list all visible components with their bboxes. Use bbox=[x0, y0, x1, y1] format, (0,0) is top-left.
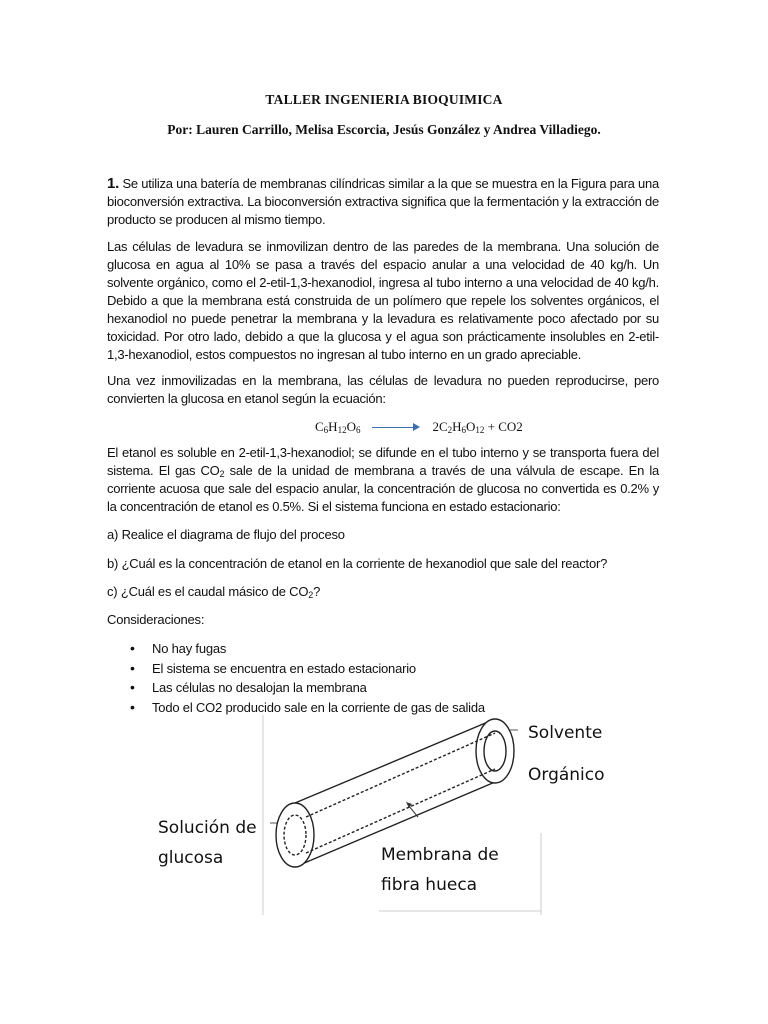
paragraph-1-text: Se utiliza una batería de membranas cilíndricas similar a la que se muestra en la Figura para una bioconversión extractiva. La bioconversión extractiva significa que la fermentación y la extracción de producto se producen al mismo tiempo. bbox=[107, 176, 659, 227]
reaction-equation bbox=[315, 419, 523, 435]
document-title: TALLER INGENIERIA BIOQUIMICA bbox=[265, 92, 503, 107]
label-solucion: Solución de bbox=[158, 818, 257, 838]
document-authors: Por: Lauren Carrillo, Melisa Escorcia, Jesús González y Andrea Villadiego. bbox=[167, 122, 601, 137]
equation-reactant: $C_6H_{12}O_6$ bbox=[315, 419, 361, 435]
label-solvente: Solvente bbox=[528, 723, 603, 743]
considerations-title: Consideraciones: bbox=[107, 612, 205, 627]
list-item: • El sistema se encuentra en estado estacionario bbox=[130, 659, 485, 679]
label-membrana: Membrana de bbox=[381, 845, 499, 865]
label-glucosa: glucosa bbox=[158, 848, 224, 868]
question-a: a) Realice el diagrama de flujo del proceso bbox=[107, 527, 345, 542]
question-b: b) ¿Cuál es la concentración de etanol en la corriente de hexanodiol que sale del reactor? bbox=[107, 556, 608, 571]
hollow-fiber-figure bbox=[150, 715, 650, 915]
paragraph-2: Las células de levadura se inmovilizan dentro de las paredes de la membrana. Una solución de glucosa en agua al 10% se pasa a través del espacio anular a una velocidad de 40 kg/h. Un solvente orgánico, como el 2-etil-1,3-hexanodiol, ingresa al tubo interno a una velocidad de 40 kg/h. Debido a que la membrana está construida de un polímero que repele los solventes orgánicos, el hexanodiol no puede penetrar la membrana y la levadura es relativamente poco afectado por su toxicidad. Por otro lado, debido a que la glucosa y el agua son prácticamente insolubles en 2-etil-1,3-hexanodiol, estos compuestos no ingresan al tubo interno en un grado apreciable. bbox=[107, 239, 659, 362]
paragraph-4: El etanol es soluble en 2-etil-1,3-hexanodiol; se difunde en el tubo interno y se transporta fuera del sistema. El gas $CO_2$ sale de la unidad de membrana a través de una válvula de escape. En la corriente acuosa que sale del espacio anular, la concentración de glucosa no convertida es 0.2% y la concentración de etanol es 0.5%. Si el sistema funciona en estado estacionario: bbox=[107, 445, 659, 514]
reaction-arrow-icon bbox=[372, 422, 420, 432]
question-c: c) ¿Cuál es el caudal másico de $CO_2$? bbox=[107, 584, 321, 600]
label-fibra-hueca: fibra hueca bbox=[381, 875, 478, 895]
label-organico: Orgánico bbox=[528, 765, 605, 785]
equation-product: $2C_2H_6O_{12} + CO2$ bbox=[432, 419, 523, 435]
problem-number: 1. bbox=[107, 175, 120, 192]
list-item: • Todo el CO2 producido sale en la corriente de gas de salida bbox=[130, 698, 485, 718]
list-item: • Las células no desalojan la membrana bbox=[130, 678, 485, 698]
considerations-list bbox=[130, 639, 485, 717]
paragraph-3: Una vez inmovilizadas en la membrana, las células de levadura no pueden reproducirse, pero convierten la glucosa en etanol según la ecuación: bbox=[107, 373, 659, 406]
list-item: • No hay fugas bbox=[130, 639, 485, 659]
paragraph-1 bbox=[107, 175, 659, 229]
